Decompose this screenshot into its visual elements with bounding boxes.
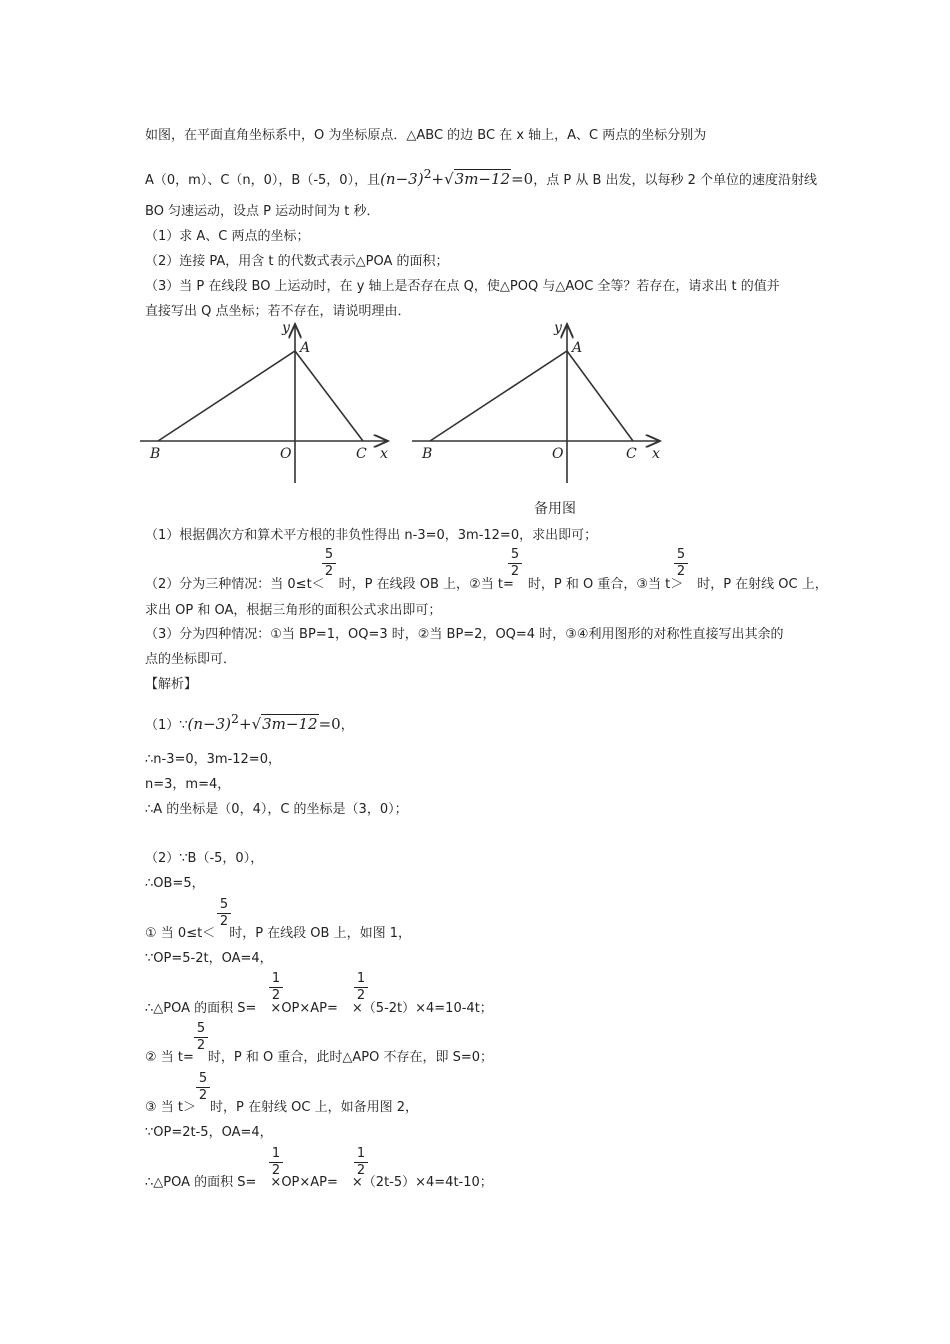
step-10-end: 时，P 和 O 重合，此时△APO 不存在，即 S=0； <box>207 1050 494 1065</box>
solution-step-5: （2）∵B（-5，0）， <box>145 851 264 866</box>
step-10-start: ② 当 t= <box>145 1050 194 1065</box>
sqrt-sign: √ <box>444 170 454 188</box>
eq-radicand: 3m−12 <box>454 170 511 188</box>
hint-2-line-2: 求出 OP 和 OA，根据三角形的面积公式求出即可； <box>145 603 442 618</box>
step-9-start: ∴△POA 的面积 S= <box>145 1001 257 1016</box>
question-1: （1）求 A、C 两点的坐标； <box>145 229 310 244</box>
denominator: 2 <box>324 564 334 579</box>
label-o: O <box>552 446 564 462</box>
step-11-end: 时，P 在射线 OC 上，如备用图 2， <box>210 1100 418 1115</box>
denominator: 2 <box>196 1038 206 1053</box>
denominator: 2 <box>198 1088 208 1103</box>
triangle-abc <box>430 351 633 441</box>
step-1-suffix: ， <box>340 718 354 733</box>
solution-step-12: ∵OP=2t-5，OA=4， <box>145 1125 273 1140</box>
solution-step-1 <box>145 711 354 734</box>
eq-base: (n−3) <box>187 715 232 733</box>
problem-line-2-start: A（0，m）、C（n，0），B（-5，0），且 <box>145 173 381 188</box>
solution-step-13 <box>145 1175 493 1191</box>
eq-rhs: =0 <box>318 715 341 733</box>
denominator: 2 <box>510 564 520 579</box>
solution-step-10 <box>145 1050 493 1066</box>
solution-step-9 <box>145 1001 493 1017</box>
problem-line-2-end: ，点 P 从 B 出发，以每秒 2 个单位的速度沿射线 <box>533 173 818 188</box>
solution-step-3: n=3，m=4， <box>145 777 231 792</box>
fraction-1-2 <box>354 972 368 1003</box>
fraction-1-2 <box>354 1147 368 1178</box>
label-y: y <box>282 320 290 336</box>
step-13-start: ∴△POA 的面积 S= <box>145 1175 257 1190</box>
fraction-1-2 <box>269 1147 283 1178</box>
denominator: 2 <box>271 988 281 1003</box>
label-a: A <box>572 340 583 356</box>
step-9-end: ×（5-2t）×4=10-4t； <box>351 1001 493 1016</box>
figure-2 <box>412 318 672 488</box>
hint-2-part-d: 时，P 在射线 OC 上， <box>697 577 828 592</box>
eq-plus: + <box>238 715 252 733</box>
problem-line-1: 如图，在平面直角坐标系中，O 为坐标原点．△ABC 的边 BC 在 x 轴上，A、C 两点的坐标分别为 <box>145 128 707 143</box>
fraction-5-2 <box>194 1022 208 1053</box>
fraction-5-2 <box>217 898 231 929</box>
numerator: 1 <box>356 971 366 986</box>
eq-rhs: =0 <box>511 170 534 188</box>
numerator: 5 <box>219 897 229 912</box>
label-c: C <box>356 446 367 462</box>
solution-step-2: ∴n-3=0，3m-12=0， <box>145 752 281 767</box>
solution-step-7 <box>145 926 411 942</box>
step-7-start: ① 当 0≤t＜ <box>145 926 216 941</box>
denominator: 2 <box>271 1163 281 1178</box>
denominator: 2 <box>219 914 229 929</box>
eq-base: (n−3) <box>380 170 424 188</box>
fraction-5-2 <box>322 548 336 579</box>
question-2: （2）连接 PA，用含 t 的代数式表示△POA 的面积； <box>145 254 449 269</box>
triangle-abc <box>158 351 363 441</box>
step-13-mid: ×OP×AP= <box>270 1175 338 1190</box>
fraction-1-2 <box>269 972 283 1003</box>
solution-step-4: ∴A 的坐标是（0，4），C 的坐标是（3，0）； <box>145 802 408 817</box>
condition-equation <box>187 711 341 733</box>
eq-power: 2 <box>231 711 239 726</box>
sqrt-sign: √ <box>251 715 262 733</box>
figure-1 <box>140 318 400 488</box>
label-a: A <box>300 340 311 356</box>
step-9-mid: ×OP×AP= <box>270 1001 338 1016</box>
problem-line-2 <box>145 166 817 189</box>
denominator: 2 <box>676 564 686 579</box>
label-o: O <box>280 446 292 462</box>
fraction-5-2 <box>674 548 688 579</box>
solution-step-11 <box>145 1100 418 1116</box>
label-y: y <box>554 320 562 336</box>
label-b: B <box>150 446 161 462</box>
numerator: 5 <box>198 1071 208 1086</box>
label-x: x <box>652 446 660 462</box>
hint-2-line-1 <box>145 577 828 593</box>
condition-equation <box>380 166 534 188</box>
question-3-line-2: 直接写出 Q 点坐标；若不存在，请说明理由． <box>145 304 411 319</box>
hint-2-part-a: （2）分为三种情况：当 0≤t＜ <box>145 577 325 592</box>
numerator: 5 <box>196 1021 206 1036</box>
label-c: C <box>626 446 637 462</box>
problem-line-3: BO 匀速运动，设点 P 运动时间为 t 秒． <box>145 204 380 219</box>
denominator: 2 <box>356 1163 366 1178</box>
eq-plus: + <box>431 170 445 188</box>
hint-3-line-1: （3）分为四种情况：①当 BP=1，OQ=3 时，②当 BP=2，OQ=4 时，③④利用图形的对称性直接写出其余的 <box>145 627 784 642</box>
step-7-end: 时，P 在线段 OB 上，如图 1， <box>229 926 411 941</box>
solution-header: 【解析】 <box>145 677 198 692</box>
solution-step-8: ∵OP=5-2t，OA=4， <box>145 951 273 966</box>
label-x: x <box>380 446 388 462</box>
step-13-end: ×（2t-5）×4=4t-10； <box>351 1175 493 1190</box>
hint-1: （1）根据偶次方和算术平方根的非负性得出 n-3=0，3m-12=0，求出即可； <box>145 528 598 543</box>
figure-caption: 备用图 <box>534 501 576 517</box>
numerator: 5 <box>324 547 334 562</box>
fraction-5-2 <box>508 548 522 579</box>
fraction-5-2 <box>196 1072 210 1103</box>
numerator: 1 <box>271 1146 281 1161</box>
denominator: 2 <box>356 988 366 1003</box>
solution-step-6: ∴OB=5， <box>145 876 205 891</box>
label-b: B <box>422 446 433 462</box>
step-1-prefix: （1）∵ <box>145 718 188 733</box>
step-11-start: ③ 当 t＞ <box>145 1100 197 1115</box>
question-3-line-1: （3）当 P 在线段 BO 上运动时，在 y 轴上是否存在点 Q，使△POQ 与△AOC 全等？若存在，请求出 t 的值并 <box>145 279 780 294</box>
hint-2-part-c: 时，P 和 O 重合，③当 t＞ <box>527 577 684 592</box>
hint-3-line-2: 点的坐标即可． <box>145 652 237 667</box>
numerator: 1 <box>356 1146 366 1161</box>
hint-2-part-b: 时，P 在线段 OB 上，②当 t= <box>338 577 514 592</box>
eq-radicand: 3m−12 <box>262 715 318 733</box>
numerator: 5 <box>676 547 686 562</box>
eq-power: 2 <box>423 166 432 181</box>
numerator: 1 <box>271 971 281 986</box>
numerator: 5 <box>510 547 520 562</box>
